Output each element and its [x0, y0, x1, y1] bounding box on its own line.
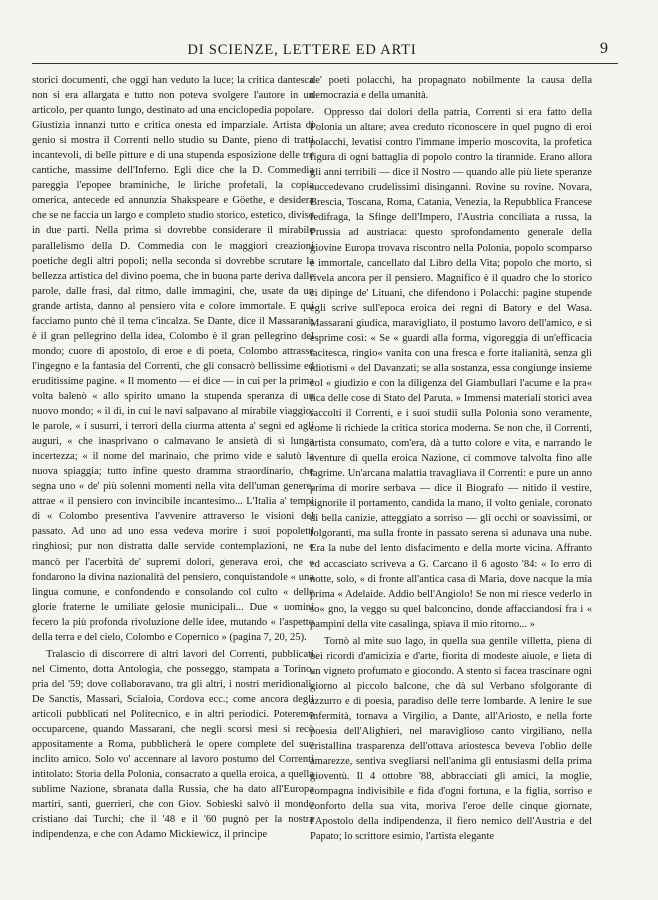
- paragraph: Oppresso dai dolori della patria, Correnti si era fatto della Polonia un altare; avea creduto riconoscere in quel pugno di eroi polacchi, levatisi contro l'immane imperio moscovita, la profetica figura di ogni battaglia di popolo contro la tirannide. Erano allora gli anni terribili — dice il Nostro — quando alle più liete speranze succedevano crudelissimi disinganni. Rovine su rovine. Novara, Brescia, Toscana, Roma, Catania, Venezia, la Repubblica Francese fedifraga, la Sfinge dell'Impero, l'Austria conciliata a russa, la Prussia ad austriaca: questo sprofondamento generale della giovine Europa trovava riscontro nella Polonia, popolo scomparso e immortale, cancellato dal Libro della Vita; popolo che morto, si rivela ancora per il pensiero. Magnifico è il quadro che lo storico ci dipinge de' Lituani, che difendono i Polacchi: pagine stupende egli scrive sull'epoca eroica dei regni di Batory e del Wasa. Massarani giudica, maravigliato, il postumo lavoro dell'amico, e si esprime così: « Se « guardi alla forma, vigoreggia di un'efficacia tacitesca, ringio« vanita con una fresca e forte italianità, senza gli idiotismi « del Davanzati; se alla sostanza, essa congiunge insieme col « giudizio e con la diligenza del Giambullari l'acume e la pra« tica delle cose di Stato del Paruta. » Immensi materiali storici avea raccolti il Correnti, e i suoi studii sulla Polonia sono veramente, come li richiede la critica storica moderna. Se non che, il Correnti, artista consumato, com'era, dà a tutto colore e vita, e narrando le sventure di quella eroica Nazione, ci commove talvolta fino alle lagrime. Un'arcana malattia travagliava il Correnti: e pure un anno prima di morire serbava — dice il Biografo — nitido il vestire, signorile il portamento, candida la mano, il volto geniale, coronato di bella canizie, atteggiato a sorriso — gli occhi or soavissimi, or folgoranti, ma sulla fronte in passato serena si adunava una nube. Era la nube del lento disfacimento e della morte vicina. Affranto ed accasciato scriveva a G. Carcano il 6 agosto '84: « Io erro di notte, solo, « di fronte all'antica casa di Maria, dove nacque la mia prima « Adelaide. Addio bell'Angiolo! Se non mi riesce vederlo in so« gno, la veggo su quel balconcino, donde affacciandosi fra i « pampini della vite casalinga, spiava il mio ritorno... »: [310, 107, 592, 630]
- running-title: DI SCIENZE, LETTERE ED ARTI: [187, 42, 417, 58]
- left-column: [32, 73, 314, 842]
- paragraph: storici documenti, che oggi han veduto la luce; la critica dantesca non si era allargata e tutto non poteva svolgere l'autore in un articolo, per quanto lungo, destinato ad una enciclopedia popolare. Giustizia innanzi tutto e critica onesta ed imparziale. Artista di genio si mostra il Correnti nello studio su Dante, pieno di tratti incantevoli, di belle pitture e di una stupenda esposizione delle tre cantiche, massime dell'Inferno. Egli dice che la D. Commedia pareggia l'epopee braminiche, le liriche profetali, la copia omerica, antecede ed annunzia Shakspeare e Göethe, e desidera che se ne faccia un largo e completo studio storico, estetico, diviso in due parti. Nella prima si dovrebbe considerare il mirabile parallelismo della D. Commedia con le maggiori creazioni poetiche degli altri popoli; nella seconda si dovrebbe scrutare la bellezza artistica del divino poema, che in buona parte deriva dalle parole, dalle frasi, dal ritmo, dalle immagini, che, usate da un grande artista, danno al pensiero vita e colore immortale. E qui facciamo punto chè il tema c'incalza. Se Dante, dice il Massarani, è il gran pellegrino della idea, Colombo è il gran pellegrino del mondo; cuore di apostolo, di eroe e di poeta, Colombo attrasse l'ingegno e la fantasia del Correnti, che gli consacrò bellissime ed eruditissime pagine. « Il momento — ei dice — in cui per la prima volta balenò « allo spirito umano la stupenda speranza di un nuovo mondo; « il dì, in cui le navi salpavano al mirabile viaggio; le parole, « i susurri, i terrori della ciurma attenta a' segni ed agli auguri, « che inasprivano o calmavano le ansietà di sì lunga incertezza; « il nome del marinaio, che primo vide e salutò la nuova spiaggia; tutto infine questo dramma straordinario, che segna uno « de' più solenni momenti nella vita dell'uman genere, attrae « il pensiero con invincibile incantesimo... L'Italia a' tempi di « Colombo presentiva l'avvenire attraverso le visioni del passato. Ad uno ad uno essa vedeva morire i suoi popoletti ringhiosi; pur non distratta dalle servide contemplazioni, ne « mancò per l'acerbità de' supremi dolori, generava eroi, che « fondarono la divina nazionalità del pensiero, conquistandole « una lingua comune, e confondendo e consolando col culto « delle glorie fraterne le umiliate gelosie municipali... Due « uomini fecero la più profonda rivoluzione delle idee, mutando « l'aspetto della terra e del cielo, Colombo e Copernico » (pagina 7, 20, 25).: [32, 75, 314, 643]
- page-number: 9: [600, 40, 608, 57]
- paragraph: Tralascio di discorrere di altri lavori del Correnti, pubblicati nel Cimento, dotta Antologia, che posseggo, stampata a Torino, pria del '59; dove collaboravano, tra gli altri, i nostri meridionali, De Sanctis, Massari, Scialoia, Cordova ecc.; come ancora degli articoli pubblicati nel Politecnico, e in altri periodici. Poteremo occuparcene, quando Massarani, che negli scorsi mesi si recò appositamente a Roma, pubblicherà le opere complete del suo inclito amico. Solo vo' accennare al lavoro postumo del Correnti intitolato: Storia della Polonia, consacrato a quella eroica, a quella sublime Nazione, sbranata dalla Russia, che ha dato all'Europa martiri, santi, guerrieri, che con Giov. Sobieski salvò il mondo cristiano dai Turchi; che il '48 e il '60 pugnò per la nostra indipendenza, e che con Adamo Mickiewicz, il principe: [32, 648, 314, 841]
- header-rule: [32, 63, 618, 64]
- paragraph: de' poeti polacchi, ha propagnato nobilmente la causa della democrazia e della umanità.: [310, 75, 592, 102]
- right-column: [310, 73, 592, 844]
- paragraph: Tornò al mite suo lago, in quella sua gentile villetta, piena di bei ricordi d'amicizia e d'arte, fiorita di modeste aiuole, e lieta di un vigneto profumato e giocondo. A stento si facea trascinare ogni giorno al piccolo balcone, che dà sul Verbano sfolgorante di azzurro e di poesia, paradiso delle terre lombarde. A lenire le sue infermità, tornava a Virgilio, a Dante, all'Ariosto, e nella forte poesia dell'Alighieri, nel maraviglioso canto virgiliano, nella cristallina trasparenza dell'ottava ariostesca beveva l'oblio delle amarezze, sentiva svegliarsi nell'anima gli entusiasmi della prima gioventù. Il 4 ottobre '88, abbracciati gli amici, la moglie, compagna indivisibile e fida d'ogni fortuna, e la figlia, sorriso e conforto della sua vita, moriva l'eroe delle cinque giornate, l'Apostolo della indipendenza, il fiero nemico dell'Austria e del Papato; lo scrittore esimio, l'artista elegante: [310, 635, 592, 843]
